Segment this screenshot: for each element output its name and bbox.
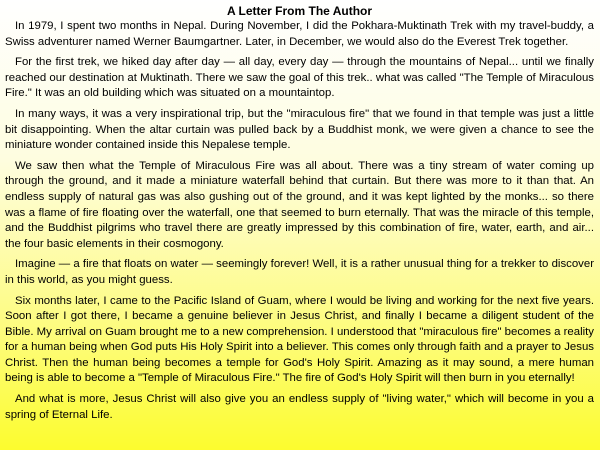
paragraph-living-water: And what is more, Jesus Christ will also give you an endless supply of "living water," which will become in you a spring of Eternal Life. <box>5 393 594 421</box>
letter-title: A Letter From The Author <box>226 4 373 18</box>
paragraph-temple-explained: We saw then what the Temple of Miraculous Fire was all about. There was a tiny stream of water coming up through the ground, and it made a miniature waterfall behind that curtain. But there was more to it than that. An endless supply of natural gas was also gushing out of the ground, and it was kept lighted by the monks... so there was a flame of fire floating over the waterfall, one that seemed to burn eternally. That was the miracle of this temple, and the Buddhist pilgrims who travel there are greatly impressed by this combination of fire, water, earth, and air... the four basic elements in their cosmogony. <box>5 159 594 250</box>
paragraph-guam: Six months later, I came to the Pacific Island of Guam, where I would be living and working for the next five years. Soon after I got there, I became a genuine believer in Jesus Christ, and finally I became a diligent student of the Bible. My arrival on Guam brought me to a new comprehension. I understood that "miraculous fire" becomes a reality for a human being when God puts His Holy Spirit into a believer. This comes only through faith and a prayer to Jesus Christ. Then the human being becomes a temple for God's Holy Spirit. Amazing as it may sound, a mere human being is able to become a "Temple of Miraculous Fire." The fire of God's Holy Spirit will then burn in you eternally! <box>5 294 594 385</box>
paragraph-first-trek: For the first trek, we hiked day after day — all day, every day — through the mountains of Nepal... until we finally reached our destination at Muktinath. There we saw the goal of this trek.. what was called "The Temple of Miraculous Fire." It was an old building which was situated on a mountaintop. <box>5 56 594 100</box>
paragraph-nepal-trip: In 1979, I spent two months in Nepal. During November, I did the Pokhara-Muktinath Trek with my travel-buddy, a Swiss adventurer named Werner Baumgartner. Later, in December, we would also do the Everest Trek together. <box>5 20 594 48</box>
paragraph-imagine: Imagine — a fire that floats on water — seemingly forever! Well, it is a rather unusual thing for a trekker to discover in this world, as you might guess. <box>5 258 594 286</box>
paragraph-inspirational-trip: In many ways, it was a very inspirational trip, but the "miraculous fire" that we found in that temple was just a little bit disappointing. When the altar curtain was pulled back by a Buddhist monk, we were given a chance to see the miniature wonder contained inside this Nepalese temple. <box>5 107 594 152</box>
